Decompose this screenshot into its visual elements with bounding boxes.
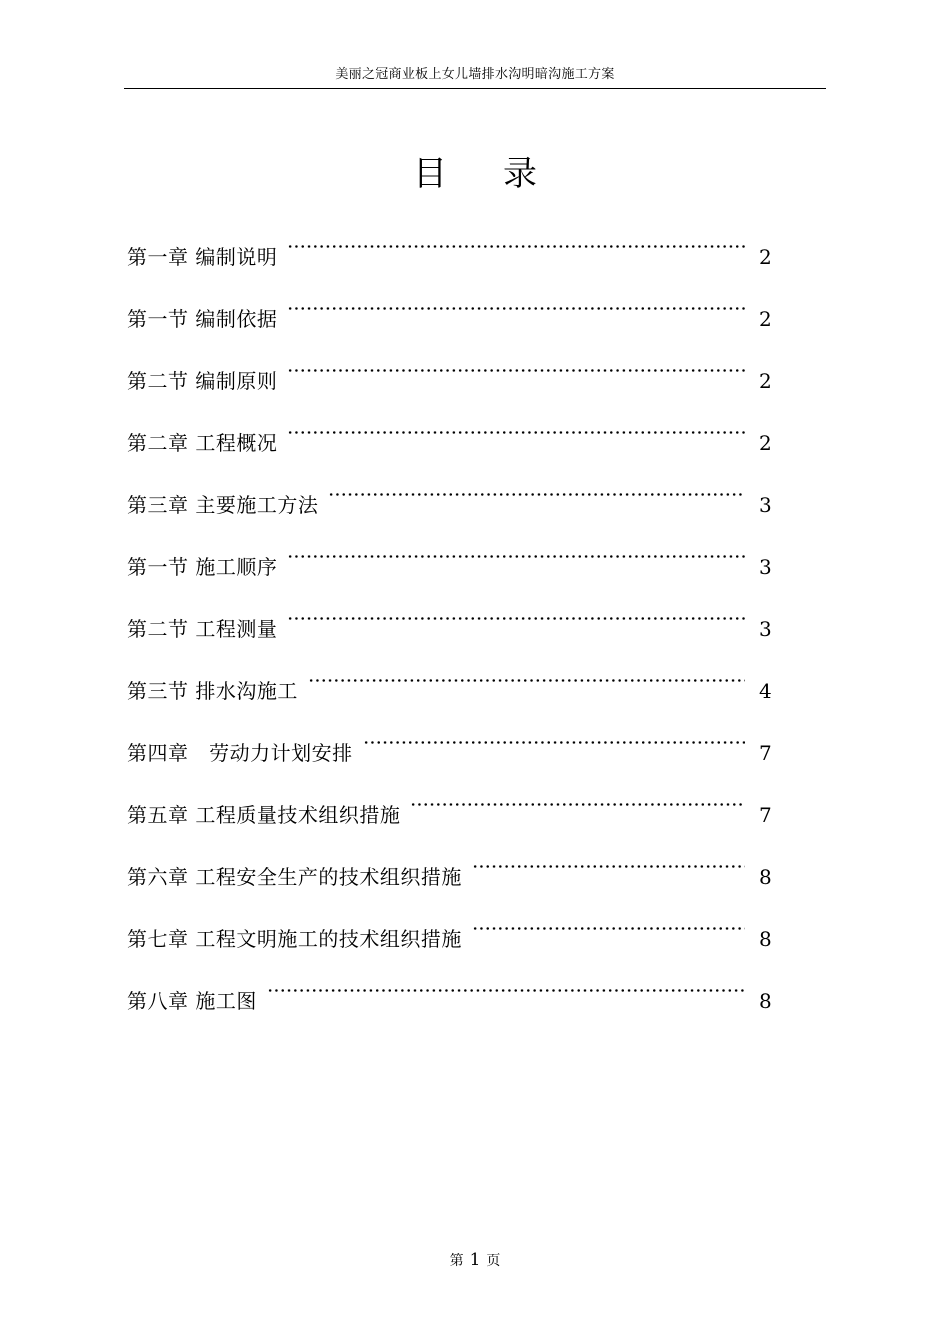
toc-entry[interactable]	[127, 848, 771, 910]
dot-leader	[287, 352, 745, 388]
footer-prefix: 第	[449, 1253, 464, 1269]
toc-page-number: 3	[759, 555, 772, 579]
toc-entry[interactable]	[127, 724, 771, 786]
toc-entry[interactable]	[127, 476, 771, 538]
toc-entry[interactable]	[127, 662, 771, 724]
toc-entry[interactable]	[127, 290, 771, 352]
dot-leader	[328, 476, 745, 512]
toc-entry-text: 第一节 施工顺序	[127, 555, 278, 579]
toc-page-number: 7	[759, 803, 772, 827]
toc-entry-text: 第七章 工程文明施工的技术组织措施	[127, 927, 462, 951]
toc-entry-text: 第四章 劳动力计划安排	[127, 741, 353, 765]
dot-leader	[472, 910, 745, 946]
toc-entry[interactable]	[127, 228, 771, 290]
dot-leader	[410, 786, 745, 822]
dot-leader	[287, 290, 745, 326]
toc-entry-text: 第一节 编制依据	[127, 307, 278, 331]
footer-page-number: 1	[469, 1250, 481, 1270]
toc-page-number: 7	[759, 741, 772, 765]
toc-entry-text: 第二节 编制原则	[127, 369, 278, 393]
dot-leader	[308, 662, 745, 698]
toc-list	[127, 228, 771, 1034]
toc-entry[interactable]	[127, 414, 771, 476]
toc-page-number: 2	[759, 307, 772, 331]
toc-entry-text: 第一章 编制说明	[127, 245, 278, 269]
dot-leader	[267, 972, 745, 1008]
toc-entry-text: 第二章 工程概况	[127, 431, 278, 455]
toc-title	[0, 152, 950, 196]
toc-entry-text: 第三章 主要施工方法	[127, 493, 319, 517]
dot-leader	[363, 724, 745, 760]
page-footer	[0, 1250, 950, 1271]
toc-entry-text: 第三节 排水沟施工	[127, 679, 298, 703]
toc-page-number: 3	[759, 493, 772, 517]
toc-entry[interactable]	[127, 600, 771, 662]
dot-leader	[472, 848, 745, 884]
toc-page-number: 3	[759, 617, 772, 641]
toc-title-char-2: 录	[503, 154, 537, 194]
dot-leader	[287, 600, 745, 636]
toc-page-number: 2	[759, 245, 772, 269]
toc-entry[interactable]	[127, 910, 771, 972]
toc-entry[interactable]	[127, 538, 771, 600]
dot-leader	[287, 228, 745, 264]
toc-title-char-1: 目	[413, 154, 447, 194]
dot-leader	[287, 538, 745, 574]
toc-entry-text: 第五章 工程质量技术组织措施	[127, 803, 401, 827]
toc-page-number: 4	[759, 679, 772, 703]
toc-entry[interactable]	[127, 352, 771, 414]
toc-entry-text: 第二节 工程测量	[127, 617, 278, 641]
toc-entry[interactable]	[127, 972, 771, 1034]
footer-suffix: 页	[486, 1253, 501, 1269]
toc-entry-text: 第六章 工程安全生产的技术组织措施	[127, 865, 462, 889]
toc-page-number: 8	[759, 989, 772, 1013]
dot-leader	[287, 414, 745, 450]
toc-entry-text: 第八章 施工图	[127, 989, 257, 1013]
toc-entry[interactable]	[127, 786, 771, 848]
toc-page-number: 8	[759, 927, 772, 951]
toc-page-number: 2	[759, 431, 772, 455]
toc-page-number: 2	[759, 369, 772, 393]
header-rule	[124, 88, 826, 89]
toc-page-number: 8	[759, 865, 772, 889]
running-header: 美丽之冠商业板上女儿墙排水沟明暗沟施工方案	[335, 67, 615, 82]
